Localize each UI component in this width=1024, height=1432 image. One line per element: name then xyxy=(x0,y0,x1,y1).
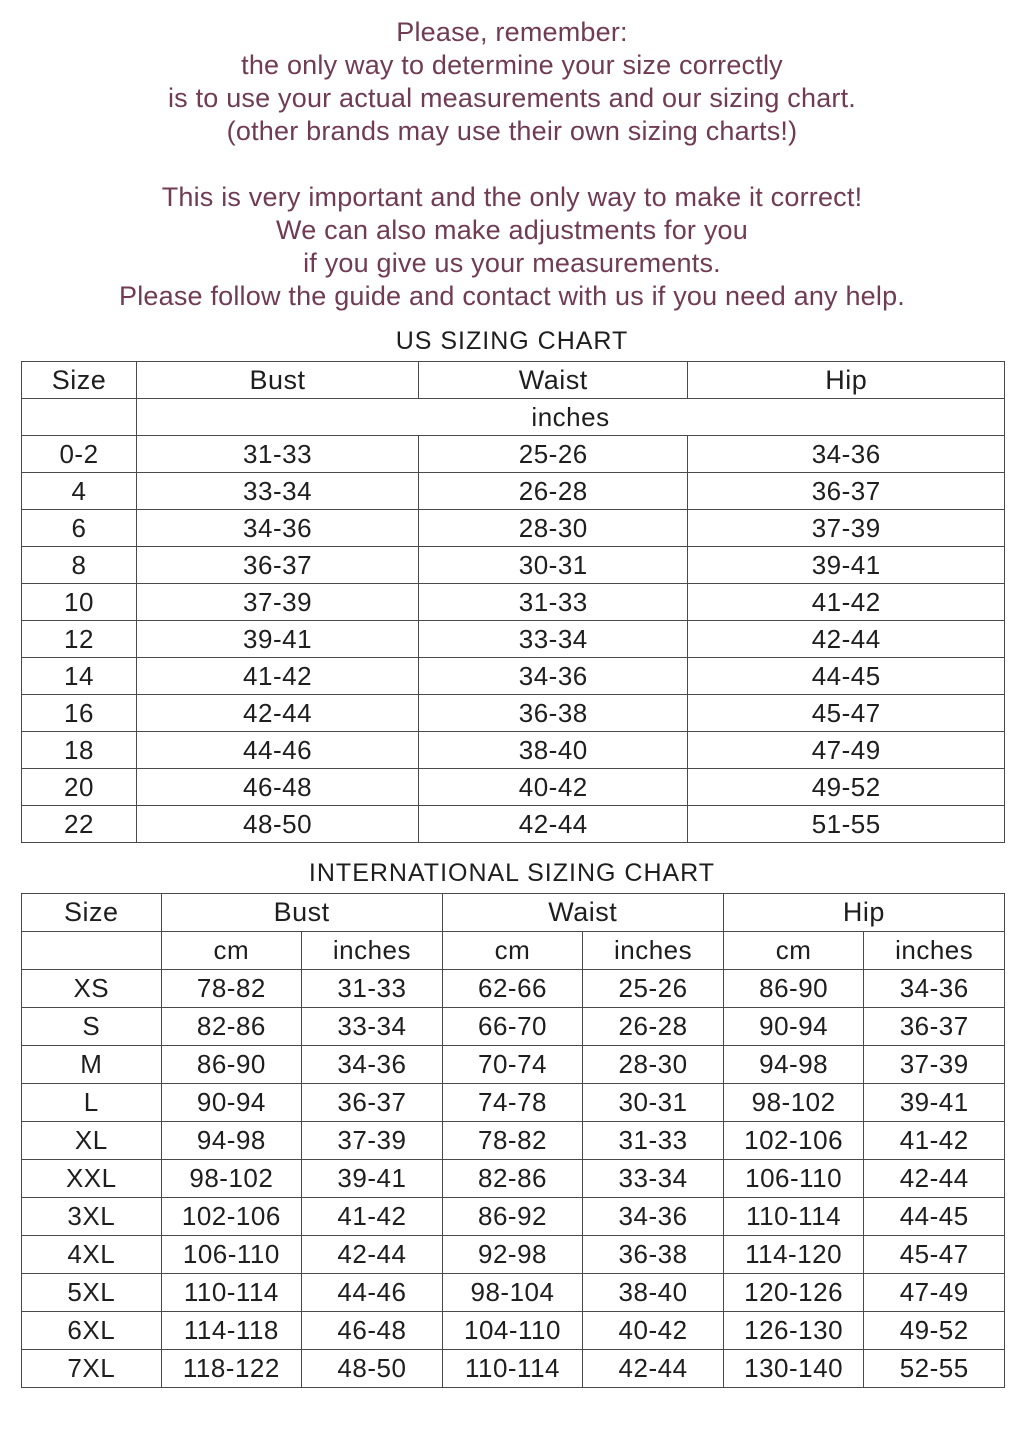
size-cell: 16 xyxy=(22,695,137,732)
intl-unit-row xyxy=(22,932,1005,970)
size-cell: L xyxy=(22,1084,162,1122)
size-cell: XXL xyxy=(22,1160,162,1198)
measurement-cell: 31-33 xyxy=(419,584,688,621)
measurement-cell: 39-41 xyxy=(688,547,1005,584)
measurement-cell: 36-37 xyxy=(688,473,1005,510)
intl-sizing-table xyxy=(21,893,1005,1388)
measurement-cell: 98-102 xyxy=(723,1084,864,1122)
table-row xyxy=(22,1236,1005,1274)
measurement-cell: 74-78 xyxy=(442,1084,583,1122)
measurement-cell: 36-37 xyxy=(864,1008,1005,1046)
size-cell: 20 xyxy=(22,769,137,806)
table-row xyxy=(22,1350,1005,1388)
intl-unit-hip-cm: cm xyxy=(723,932,864,970)
intl-unit-waist-cm: cm xyxy=(442,932,583,970)
measurement-cell: 82-86 xyxy=(161,1008,302,1046)
size-cell: 5XL xyxy=(22,1274,162,1312)
measurement-cell: 36-37 xyxy=(137,547,419,584)
measurement-cell: 110-114 xyxy=(442,1350,583,1388)
measurement-cell: 70-74 xyxy=(442,1046,583,1084)
intl-unit-waist-inches: inches xyxy=(583,932,724,970)
measurement-cell: 30-31 xyxy=(583,1084,724,1122)
size-cell: 4 xyxy=(22,473,137,510)
measurement-cell: 33-34 xyxy=(419,621,688,658)
measurement-cell: 66-70 xyxy=(442,1008,583,1046)
size-cell: 18 xyxy=(22,732,137,769)
table-row xyxy=(22,1122,1005,1160)
measurement-cell: 90-94 xyxy=(161,1084,302,1122)
size-cell: 22 xyxy=(22,806,137,843)
us-col-waist: Waist xyxy=(419,362,688,399)
intro-line: is to use your actual measurements and our sizing chart. xyxy=(167,83,857,113)
measurement-cell: 36-38 xyxy=(583,1236,724,1274)
measurement-cell: 126-130 xyxy=(723,1312,864,1350)
measurement-cell: 34-36 xyxy=(864,970,1005,1008)
measurement-cell: 62-66 xyxy=(442,970,583,1008)
empty-cell xyxy=(22,932,162,970)
measurement-cell: 34-36 xyxy=(302,1046,443,1084)
measurement-cell: 98-102 xyxy=(161,1160,302,1198)
intl-header-row xyxy=(22,894,1005,932)
measurement-cell: 118-122 xyxy=(161,1350,302,1388)
measurement-cell: 46-48 xyxy=(137,769,419,806)
measurement-cell: 102-106 xyxy=(161,1198,302,1236)
measurement-cell: 44-46 xyxy=(137,732,419,769)
measurement-cell: 42-44 xyxy=(688,621,1005,658)
measurement-cell: 33-34 xyxy=(137,473,419,510)
us-col-bust: Bust xyxy=(137,362,419,399)
size-cell: 10 xyxy=(22,584,137,621)
empty-cell xyxy=(22,399,137,436)
measurement-cell: 78-82 xyxy=(161,970,302,1008)
measurement-cell: 45-47 xyxy=(864,1236,1005,1274)
measurement-cell: 51-55 xyxy=(688,806,1005,843)
table-row xyxy=(22,473,1005,510)
measurement-cell: 37-39 xyxy=(864,1046,1005,1084)
measurement-cell: 36-37 xyxy=(302,1084,443,1122)
measurement-cell: 44-45 xyxy=(688,658,1005,695)
measurement-cell: 86-90 xyxy=(161,1046,302,1084)
intro-line: Please, remember: xyxy=(396,17,628,47)
measurement-cell: 94-98 xyxy=(723,1046,864,1084)
table-row xyxy=(22,970,1005,1008)
size-cell: 4XL xyxy=(22,1236,162,1274)
measurement-cell: 39-41 xyxy=(864,1084,1005,1122)
measurement-cell: 39-41 xyxy=(302,1160,443,1198)
table-row xyxy=(22,510,1005,547)
us-unit-label: inches xyxy=(137,399,1005,436)
us-col-hip: Hip xyxy=(688,362,1005,399)
measurement-cell: 106-110 xyxy=(723,1160,864,1198)
table-row xyxy=(22,436,1005,473)
measurement-cell: 38-40 xyxy=(419,732,688,769)
measurement-cell: 78-82 xyxy=(442,1122,583,1160)
table-row xyxy=(22,584,1005,621)
measurement-cell: 26-28 xyxy=(583,1008,724,1046)
table-row xyxy=(22,621,1005,658)
size-cell: 14 xyxy=(22,658,137,695)
size-cell: S xyxy=(22,1008,162,1046)
intl-col-hip: Hip xyxy=(723,894,1004,932)
measurement-cell: 98-104 xyxy=(442,1274,583,1312)
measurement-cell: 41-42 xyxy=(688,584,1005,621)
size-cell: M xyxy=(22,1046,162,1084)
table-row xyxy=(22,1312,1005,1350)
measurement-cell: 40-42 xyxy=(419,769,688,806)
us-col-size: Size xyxy=(22,362,137,399)
intl-unit-hip-inches: inches xyxy=(864,932,1005,970)
intro-line: Please follow the guide and contact with us if you need any help. xyxy=(118,281,905,311)
measurement-cell: 90-94 xyxy=(723,1008,864,1046)
table-row xyxy=(22,769,1005,806)
measurement-cell: 34-36 xyxy=(137,510,419,547)
measurement-cell: 37-39 xyxy=(688,510,1005,547)
measurement-cell: 28-30 xyxy=(583,1046,724,1084)
measurement-cell: 31-33 xyxy=(302,970,443,1008)
measurement-cell: 110-114 xyxy=(161,1274,302,1312)
size-cell: 0-2 xyxy=(22,436,137,473)
size-cell: 3XL xyxy=(22,1198,162,1236)
us-table-body xyxy=(22,436,1005,843)
measurement-cell: 114-120 xyxy=(723,1236,864,1274)
measurement-cell: 49-52 xyxy=(864,1312,1005,1350)
size-cell: 8 xyxy=(22,547,137,584)
measurement-cell: 33-34 xyxy=(302,1008,443,1046)
table-row xyxy=(22,695,1005,732)
measurement-cell: 102-106 xyxy=(723,1122,864,1160)
intro-line: This is very important and the only way to make it correct! xyxy=(161,182,863,212)
intro-paragraph-2 xyxy=(0,181,1024,313)
measurement-cell: 114-118 xyxy=(161,1312,302,1350)
size-cell: 7XL xyxy=(22,1350,162,1388)
measurement-cell: 94-98 xyxy=(161,1122,302,1160)
measurement-cell: 46-48 xyxy=(302,1312,443,1350)
intro-text xyxy=(0,16,1024,313)
measurement-cell: 41-42 xyxy=(302,1198,443,1236)
intl-col-waist: Waist xyxy=(442,894,723,932)
measurement-cell: 42-44 xyxy=(137,695,419,732)
measurement-cell: 42-44 xyxy=(583,1350,724,1388)
measurement-cell: 38-40 xyxy=(583,1274,724,1312)
measurement-cell: 40-42 xyxy=(583,1312,724,1350)
measurement-cell: 30-31 xyxy=(419,547,688,584)
measurement-cell: 49-52 xyxy=(688,769,1005,806)
measurement-cell: 104-110 xyxy=(442,1312,583,1350)
measurement-cell: 41-42 xyxy=(864,1122,1005,1160)
table-row xyxy=(22,732,1005,769)
measurement-cell: 42-44 xyxy=(864,1160,1005,1198)
size-cell: 6XL xyxy=(22,1312,162,1350)
measurement-cell: 130-140 xyxy=(723,1350,864,1388)
measurement-cell: 48-50 xyxy=(137,806,419,843)
table-row xyxy=(22,1008,1005,1046)
intl-unit-bust-cm: cm xyxy=(161,932,302,970)
measurement-cell: 42-44 xyxy=(302,1236,443,1274)
size-cell: XS xyxy=(22,970,162,1008)
table-row xyxy=(22,547,1005,584)
measurement-cell: 31-33 xyxy=(137,436,419,473)
table-row xyxy=(22,1274,1005,1312)
measurement-cell: 25-26 xyxy=(583,970,724,1008)
measurement-cell: 44-45 xyxy=(864,1198,1005,1236)
size-cell: 12 xyxy=(22,621,137,658)
measurement-cell: 28-30 xyxy=(419,510,688,547)
us-sizing-table xyxy=(21,361,1005,843)
measurement-cell: 25-26 xyxy=(419,436,688,473)
measurement-cell: 33-34 xyxy=(583,1160,724,1198)
size-cell: 6 xyxy=(22,510,137,547)
measurement-cell: 110-114 xyxy=(723,1198,864,1236)
measurement-cell: 37-39 xyxy=(137,584,419,621)
measurement-cell: 92-98 xyxy=(442,1236,583,1274)
intl-table-body xyxy=(22,970,1005,1388)
intro-line: if you give us your measurements. xyxy=(303,248,721,278)
size-cell: XL xyxy=(22,1122,162,1160)
intro-line: (other brands may use their own sizing charts!) xyxy=(226,116,798,146)
measurement-cell: 120-126 xyxy=(723,1274,864,1312)
intl-col-bust: Bust xyxy=(161,894,442,932)
measurement-cell: 47-49 xyxy=(688,732,1005,769)
measurement-cell: 34-36 xyxy=(583,1198,724,1236)
intro-line: We can also make adjustments for you xyxy=(276,215,748,245)
table-row xyxy=(22,1084,1005,1122)
measurement-cell: 34-36 xyxy=(419,658,688,695)
intl-chart-title: INTERNATIONAL SIZING CHART xyxy=(308,859,716,887)
us-unit-row xyxy=(22,399,1005,436)
measurement-cell: 36-38 xyxy=(419,695,688,732)
measurement-cell: 41-42 xyxy=(137,658,419,695)
measurement-cell: 52-55 xyxy=(864,1350,1005,1388)
us-header-row xyxy=(22,362,1005,399)
measurement-cell: 47-49 xyxy=(864,1274,1005,1312)
intl-unit-bust-inches: inches xyxy=(302,932,443,970)
measurement-cell: 31-33 xyxy=(583,1122,724,1160)
measurement-cell: 26-28 xyxy=(419,473,688,510)
measurement-cell: 48-50 xyxy=(302,1350,443,1388)
measurement-cell: 106-110 xyxy=(161,1236,302,1274)
measurement-cell: 37-39 xyxy=(302,1122,443,1160)
measurement-cell: 44-46 xyxy=(302,1274,443,1312)
measurement-cell: 86-90 xyxy=(723,970,864,1008)
table-row xyxy=(22,1046,1005,1084)
table-row xyxy=(22,1160,1005,1198)
measurement-cell: 42-44 xyxy=(419,806,688,843)
table-row xyxy=(22,1198,1005,1236)
measurement-cell: 86-92 xyxy=(442,1198,583,1236)
intro-paragraph-1 xyxy=(0,16,1024,148)
measurement-cell: 45-47 xyxy=(688,695,1005,732)
intl-col-size: Size xyxy=(22,894,162,932)
table-row xyxy=(22,658,1005,695)
us-chart-title: US SIZING CHART xyxy=(395,327,629,355)
measurement-cell: 34-36 xyxy=(688,436,1005,473)
measurement-cell: 39-41 xyxy=(137,621,419,658)
measurement-cell: 82-86 xyxy=(442,1160,583,1198)
intro-line: the only way to determine your size correctly xyxy=(241,50,783,80)
table-row xyxy=(22,806,1005,843)
